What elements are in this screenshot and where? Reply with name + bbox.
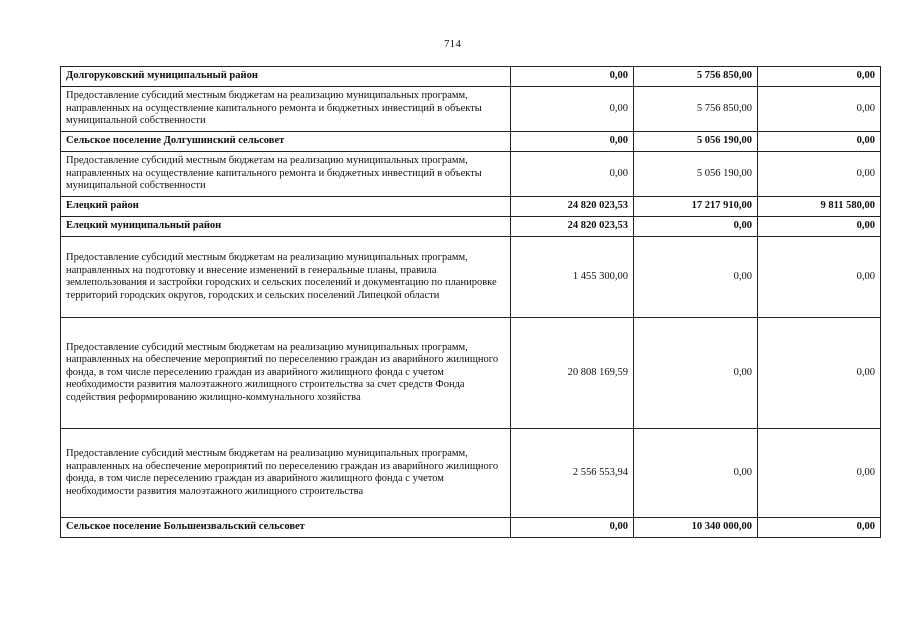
value-cell: 5 756 850,00 xyxy=(634,87,758,132)
row-label: Елецкий муниципальный район xyxy=(61,217,511,237)
value-cell: 0,00 xyxy=(758,152,881,197)
row-label: Предоставление субсидий местным бюджетам на реализацию муниципальных программ, направленных на осуществление капитального ремонта и бюджетных инвестиций в объекты муниципальной собственности xyxy=(61,152,511,197)
row-label: Предоставление субсидий местным бюджетам на реализацию муниципальных программ, направленных на осуществление капитального ремонта и бюджетных инвестиций в объекты муниципальной собственности xyxy=(61,87,511,132)
value-cell: 2 556 553,94 xyxy=(511,429,634,518)
value-cell: 10 340 000,00 xyxy=(634,518,758,538)
value-cell: 0,00 xyxy=(511,152,634,197)
table-row xyxy=(61,518,881,538)
value-cell: 17 217 910,00 xyxy=(634,197,758,217)
row-label: Предоставление субсидий местным бюджетам на реализацию муниципальных программ, направленных на обеспечение мероприятий по переселению граждан из аварийного жилищного фонда, в том числе переселению граждан из аварийного жилищного фонда с учетом необходимости развития малоэтажного жилищного строительства за счет средств Фонда содействия реформированию жилищно-коммунального хозяйства xyxy=(61,318,511,429)
page-number: 714 xyxy=(443,38,462,50)
row-label: Елецкий район xyxy=(61,197,511,217)
value-cell: 0,00 xyxy=(634,429,758,518)
value-cell: 0,00 xyxy=(758,87,881,132)
value-cell: 5 056 190,00 xyxy=(634,152,758,197)
value-cell: 0,00 xyxy=(758,67,881,87)
row-label: Предоставление субсидий местным бюджетам на реализацию муниципальных программ, направленных на обеспечение мероприятий по переселению граждан из аварийного жилищного фонда, в том числе переселению граждан из аварийного жилищного фонда с учетом необходимости развития малоэтажного жилищного строительства xyxy=(61,429,511,518)
budget-table xyxy=(60,66,881,538)
value-cell: 5 056 190,00 xyxy=(634,132,758,152)
value-cell: 0,00 xyxy=(758,237,881,318)
value-cell: 1 455 300,00 xyxy=(511,237,634,318)
value-cell: 0,00 xyxy=(634,237,758,318)
value-cell: 0,00 xyxy=(634,217,758,237)
table-row xyxy=(61,429,881,518)
row-label: Сельское поселение Долгушинский сельсовет xyxy=(61,132,511,152)
value-cell: 0,00 xyxy=(511,132,634,152)
value-cell: 24 820 023,53 xyxy=(511,217,634,237)
value-cell: 0,00 xyxy=(634,318,758,429)
value-cell: 5 756 850,00 xyxy=(634,67,758,87)
table-row xyxy=(61,87,881,132)
value-cell: 0,00 xyxy=(758,132,881,152)
row-label: Предоставление субсидий местным бюджетам на реализацию муниципальных программ, направленных на подготовку и внесение изменений в генеральные планы, правила землепользования и застройки городских и сельских поселений и документацию по планировке территорий городских округов, городских и сельских поселений Липецкой области xyxy=(61,237,511,318)
value-cell: 9 811 580,00 xyxy=(758,197,881,217)
value-cell: 0,00 xyxy=(758,518,881,538)
table-row xyxy=(61,67,881,87)
value-cell: 24 820 023,53 xyxy=(511,197,634,217)
row-label: Сельское поселение Большеизвальский сельсовет xyxy=(61,518,511,538)
table-row xyxy=(61,152,881,197)
row-label: Долгоруковский муниципальный район xyxy=(61,67,511,87)
value-cell: 0,00 xyxy=(511,518,634,538)
table-row xyxy=(61,197,881,217)
table-row xyxy=(61,318,881,429)
value-cell: 20 808 169,59 xyxy=(511,318,634,429)
table-row xyxy=(61,237,881,318)
value-cell: 0,00 xyxy=(758,318,881,429)
table-row xyxy=(61,217,881,237)
value-cell: 0,00 xyxy=(511,67,634,87)
table-row xyxy=(61,132,881,152)
value-cell: 0,00 xyxy=(758,429,881,518)
value-cell: 0,00 xyxy=(511,87,634,132)
value-cell: 0,00 xyxy=(758,217,881,237)
